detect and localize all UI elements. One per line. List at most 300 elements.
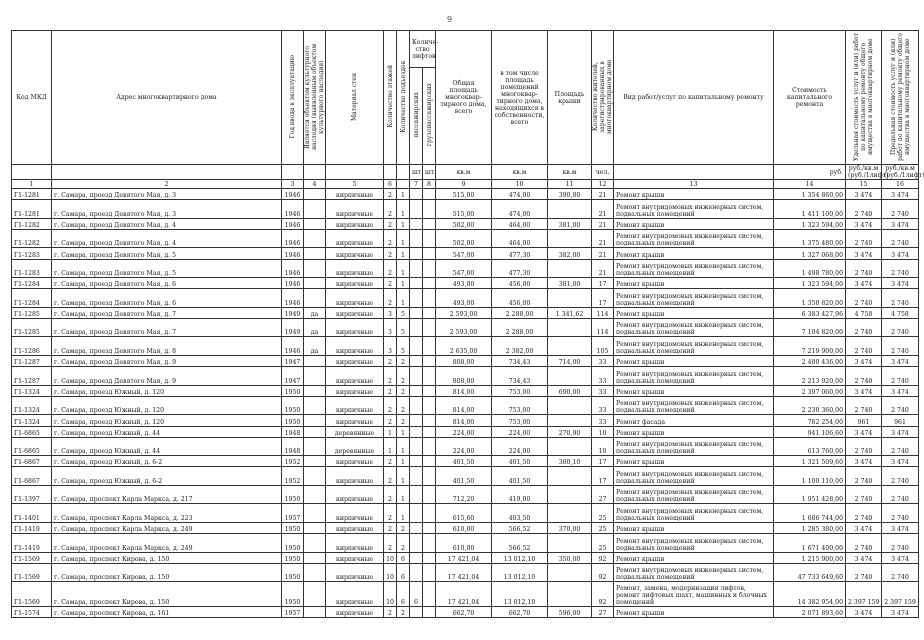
entrances-cell: 2	[397, 385, 410, 396]
work-type-cell: Ремонт внутридомовых инженерных систем, подвальных помещений	[614, 396, 774, 415]
total-area-cell: 808,00	[436, 367, 492, 386]
year-cell: 1949	[282, 318, 304, 337]
column-index: 7	[410, 180, 423, 189]
header-year: Год ввода в эксплуатацию	[282, 31, 304, 165]
unit-cell	[52, 165, 282, 180]
header-cost: Стоимость капитального ремонта	[774, 31, 846, 165]
entrances-cell: 1	[397, 189, 410, 200]
mkd-code-cell: Г1-1284	[12, 278, 52, 289]
heritage-cell	[304, 426, 326, 437]
floors-cell: 3	[384, 337, 397, 356]
owned-area-cell: 662,70	[492, 607, 548, 618]
passenger-lifts-cell	[410, 522, 423, 533]
passenger-lifts-cell	[410, 278, 423, 289]
header-owned-area: в том числе площадь помещений многоквар-тирного дома, находящихся в собственности, всего	[492, 31, 548, 165]
table-row	[12, 563, 919, 582]
table-row	[12, 355, 919, 366]
wall-material-cell: кирпичные	[326, 396, 384, 415]
entrances-cell: 2	[397, 367, 410, 386]
column-index: 4	[304, 180, 326, 189]
roof-area-cell: 1 341,62	[548, 307, 592, 318]
heritage-cell	[304, 189, 326, 200]
owned-area-cell: 566,52	[492, 534, 548, 553]
passenger-lifts-cell	[410, 607, 423, 618]
residents-cell: 17	[592, 278, 614, 289]
total-area-cell: 610,00	[436, 522, 492, 533]
table-row	[12, 318, 919, 337]
owned-area-cell: 224,00	[492, 426, 548, 437]
freight-lifts-cell	[423, 318, 436, 337]
passenger-lifts-cell	[410, 467, 423, 486]
roof-area-cell	[548, 259, 592, 278]
unit-cell	[614, 165, 774, 180]
total-area-cell: 493,00	[436, 278, 492, 289]
unit-lifts-passenger: шт.	[410, 165, 423, 180]
entrances-cell: 1	[397, 229, 410, 248]
residents-cell: 21	[592, 259, 614, 278]
specific-cost-cell: 3 474	[846, 456, 882, 467]
roof-area-cell	[548, 563, 592, 582]
entrances-cell: 6	[397, 563, 410, 582]
residents-cell: 114	[592, 318, 614, 337]
mkd-code-cell: Г1-1419	[12, 534, 52, 553]
roof-area-cell	[548, 229, 592, 248]
owned-area-cell: 734,43	[492, 355, 548, 366]
limit-cost-cell: 3 474	[882, 426, 919, 437]
year-cell: 1950	[282, 563, 304, 582]
mkd-code-cell: Г1-6867	[12, 456, 52, 467]
freight-lifts-cell	[423, 218, 436, 229]
entrances-cell: 2	[397, 607, 410, 618]
limit-cost-cell: 2 740	[882, 367, 919, 386]
entrances-cell: 6	[397, 552, 410, 563]
residents-cell: 21	[592, 229, 614, 248]
floors-cell: 2	[384, 355, 397, 366]
address-cell: г. Самара, проезд Южный, д. 6-2	[52, 456, 282, 467]
mkd-code-cell: Г1-1324	[12, 415, 52, 426]
freight-lifts-cell	[423, 200, 436, 219]
year-cell: 1957	[282, 607, 304, 618]
mkd-code-cell: Г1-1285	[12, 307, 52, 318]
wall-material-cell: кирпичные	[326, 355, 384, 366]
roof-area-cell: 596,00	[548, 607, 592, 618]
table-row	[12, 485, 919, 504]
entrances-cell: 2	[397, 534, 410, 553]
specific-cost-cell: 3 474	[846, 426, 882, 437]
heritage-cell	[304, 278, 326, 289]
cost-cell: 1 951 428,00	[774, 485, 846, 504]
specific-cost-cell: 3 474	[846, 522, 882, 533]
year-cell: 1946	[282, 337, 304, 356]
heritage-cell: да	[304, 307, 326, 318]
owned-area-cell: 753,00	[492, 396, 548, 415]
heritage-cell	[304, 504, 326, 523]
specific-cost-cell: 2 740	[846, 437, 882, 456]
table-row	[12, 396, 919, 415]
column-index: 3	[282, 180, 304, 189]
address-cell: г. Самара, проезд Южный, д. 6-2	[52, 467, 282, 486]
mkd-code-cell: Г1-1282	[12, 229, 52, 248]
mkd-code-cell: Г1-1281	[12, 200, 52, 219]
entrances-cell: 6	[397, 582, 410, 607]
address-cell: г. Самара, проспект Кирова, д. 150	[52, 582, 282, 607]
roof-area-cell	[548, 318, 592, 337]
cost-cell: 1 686 744,00	[774, 504, 846, 523]
work-type-cell: Ремонт крыши	[614, 456, 774, 467]
work-type-cell: Ремонт крыши	[614, 189, 774, 200]
owned-area-cell: 464,00	[492, 218, 548, 229]
total-area-cell: 401,50	[436, 456, 492, 467]
address-cell: г. Самара, проезд Девятого Мая, д. 6	[52, 278, 282, 289]
specific-cost-cell: 3 474	[846, 278, 882, 289]
wall-material-cell: кирпичные	[326, 189, 384, 200]
work-type-cell: Ремонт крыши	[614, 552, 774, 563]
passenger-lifts-cell	[410, 396, 423, 415]
residents-cell: 21	[592, 200, 614, 219]
work-type-cell: Ремонт внутридомовых инженерных систем, подвальных помещений	[614, 318, 774, 337]
cost-cell: 1 323 594,00	[774, 278, 846, 289]
header-roof-area: Площадь крыши	[548, 31, 592, 165]
heritage-cell	[304, 355, 326, 366]
floors-cell: 2	[384, 289, 397, 308]
residents-cell: 21	[592, 218, 614, 229]
unit-lifts-freight: шт.	[423, 165, 436, 180]
mkd-code-cell: Г1-6865	[12, 437, 52, 456]
total-area-cell: 2 593,00	[436, 318, 492, 337]
table-row	[12, 426, 919, 437]
table-row	[12, 259, 919, 278]
floors-cell: 2	[384, 504, 397, 523]
wall-material-cell: кирпичные	[326, 552, 384, 563]
entrances-cell: 1	[397, 289, 410, 308]
specific-cost-cell: 2 740	[846, 367, 882, 386]
table-row	[12, 504, 919, 523]
year-cell: 1946	[282, 248, 304, 259]
floors-cell: 2	[384, 385, 397, 396]
address-cell: г. Самара, проезд Южный, д. 120	[52, 385, 282, 396]
roof-area-cell: 370,00	[548, 522, 592, 533]
specific-cost-cell: 2 740	[846, 337, 882, 356]
year-cell: 1946	[282, 229, 304, 248]
heritage-cell	[304, 259, 326, 278]
floors-cell: 1	[384, 426, 397, 437]
owned-area-cell: 566,52	[492, 522, 548, 533]
entrances-cell: 5	[397, 307, 410, 318]
unit-roof-area: кв.м	[548, 165, 592, 180]
limit-cost-cell: 2 740	[882, 563, 919, 582]
limit-cost-cell: 3 474	[882, 552, 919, 563]
passenger-lifts-cell	[410, 337, 423, 356]
work-type-cell: Ремонт внутридомовых инженерных систем, подвальных помещений	[614, 504, 774, 523]
limit-cost-cell: 3 474	[882, 607, 919, 618]
roof-area-cell	[548, 467, 592, 486]
residents-cell: 105	[592, 337, 614, 356]
roof-area-cell	[548, 415, 592, 426]
wall-material-cell: кирпичные	[326, 485, 384, 504]
column-index: 11	[548, 180, 592, 189]
owned-area-cell: 2 288,00	[492, 307, 548, 318]
total-area-cell: 224,00	[436, 426, 492, 437]
specific-cost-cell: 3 474	[846, 248, 882, 259]
freight-lifts-cell	[423, 367, 436, 386]
cost-cell: 2 480 436,00	[774, 355, 846, 366]
owned-area-cell: 456,00	[492, 289, 548, 308]
cost-cell: 1 285 380,00	[774, 522, 846, 533]
floors-cell: 10	[384, 552, 397, 563]
table-row	[12, 367, 919, 386]
roof-area-cell: 714,00	[548, 355, 592, 366]
cost-cell: 2 397 060,00	[774, 385, 846, 396]
wall-material-cell: кирпичные	[326, 200, 384, 219]
mkd-code-cell: Г1-1287	[12, 355, 52, 366]
limit-cost-cell: 3 474	[882, 456, 919, 467]
header-floors: Количество этажей	[384, 31, 397, 165]
floors-cell: 2	[384, 248, 397, 259]
owned-area-cell: 13 012,10	[492, 552, 548, 563]
work-type-cell: Ремонт внутридомовых инженерных систем, подвальных помещений	[614, 534, 774, 553]
mkd-code-cell: Г1-1324	[12, 396, 52, 415]
owned-area-cell: 224,00	[492, 437, 548, 456]
address-cell: г. Самара, проезд Девятого Мая, д. 6	[52, 289, 282, 308]
roof-area-cell	[548, 485, 592, 504]
address-cell: г. Самара, проспект Карла Маркса, д. 249	[52, 522, 282, 533]
limit-cost-cell: 3 474	[882, 189, 919, 200]
table-row	[12, 248, 919, 259]
entrances-cell: 1	[397, 218, 410, 229]
header-work-type: Вид работ/услуг по капитальному ремонту	[614, 31, 774, 165]
owned-area-cell: 401,50	[492, 456, 548, 467]
unit-cost: руб.	[774, 165, 846, 180]
work-type-cell: Ремонт внутридомовых инженерных систем, подвальных помещений	[614, 467, 774, 486]
heritage-cell	[304, 607, 326, 618]
total-area-cell: 547,00	[436, 248, 492, 259]
residents-cell: 21	[592, 189, 614, 200]
passenger-lifts-cell	[410, 259, 423, 278]
limit-cost-cell: 2 740	[882, 318, 919, 337]
owned-area-cell: 734,43	[492, 367, 548, 386]
limit-cost-cell: 3 474	[882, 248, 919, 259]
cost-cell: 1 375 480,00	[774, 229, 846, 248]
mkd-code-cell: Г1-1281	[12, 189, 52, 200]
specific-cost-cell: 2 740	[846, 467, 882, 486]
freight-lifts-cell	[423, 415, 436, 426]
column-index: 13	[614, 180, 774, 189]
table-row	[12, 337, 919, 356]
cost-cell: 1 321 509,60	[774, 456, 846, 467]
residents-cell: 33	[592, 355, 614, 366]
floors-cell: 2	[384, 467, 397, 486]
entrances-cell: 1	[397, 456, 410, 467]
work-type-cell: Ремонт внутридомовых инженерных систем, подвальных помещений	[614, 289, 774, 308]
total-area-cell: 662,70	[436, 607, 492, 618]
roof-area-cell: 381,00	[548, 278, 592, 289]
freight-lifts-cell	[423, 522, 436, 533]
residents-cell: 17	[592, 289, 614, 308]
freight-lifts-cell	[423, 426, 436, 437]
roof-area-cell: 380,10	[548, 456, 592, 467]
passenger-lifts-cell	[410, 200, 423, 219]
work-type-cell: Ремонт внутридомовых инженерных систем, подвальных помещений	[614, 563, 774, 582]
wall-material-cell: кирпичные	[326, 337, 384, 356]
header-residents: Количество жителей, зарегистрированных в многоквартирном доме	[592, 31, 614, 165]
residents-cell: 92	[592, 563, 614, 582]
total-area-cell: 502,00	[436, 229, 492, 248]
wall-material-cell: кирпичные	[326, 467, 384, 486]
residents-cell: 10	[592, 426, 614, 437]
heritage-cell	[304, 437, 326, 456]
owned-area-cell: 753,00	[492, 415, 548, 426]
work-type-cell: Ремонт, замена, модернизация лифтов, ремонт лифтовых шахт, машинных и блочных помещений	[614, 582, 774, 607]
year-cell: 1950	[282, 552, 304, 563]
owned-area-cell: 13 012,10	[492, 582, 548, 607]
cost-cell: 1 498 780,00	[774, 259, 846, 278]
heritage-cell	[304, 582, 326, 607]
wall-material-cell: кирпичные	[326, 259, 384, 278]
residents-cell: 33	[592, 415, 614, 426]
header-heritage: Является объектом культурного наследия (выявленным объектом культурного наследия)	[304, 31, 326, 165]
entrances-cell: 1	[397, 259, 410, 278]
year-cell: 1946	[282, 189, 304, 200]
header-total-area: Общая площадь многоквар-тирного дома, всего	[436, 31, 492, 165]
entrances-cell: 1	[397, 437, 410, 456]
entrances-cell: 1	[397, 467, 410, 486]
mkd-code-cell: Г1-1283	[12, 259, 52, 278]
year-cell: 1946	[282, 259, 304, 278]
header-entrances: Количество подъездов	[397, 31, 410, 165]
table-row	[12, 200, 919, 219]
cost-cell: 1 327 068,00	[774, 248, 846, 259]
passenger-lifts-cell	[410, 229, 423, 248]
mkd-code-cell: Г1-1324	[12, 385, 52, 396]
mkd-code-cell: Г1-1401	[12, 504, 52, 523]
wall-material-cell: деревянные	[326, 437, 384, 456]
table-row	[12, 289, 919, 308]
total-area-cell: 17 421,04	[436, 563, 492, 582]
unit-limit-cost: руб./кв.м (руб./1лифт)	[882, 165, 919, 180]
passenger-lifts-cell	[410, 355, 423, 366]
column-index: 8	[423, 180, 436, 189]
limit-cost-cell: 4 758	[882, 307, 919, 318]
work-type-cell: Ремонт внутридомовых инженерных систем, подвальных помещений	[614, 229, 774, 248]
mkd-code-cell: Г1-1569	[12, 552, 52, 563]
heritage-cell	[304, 456, 326, 467]
passenger-lifts-cell	[410, 456, 423, 467]
floors-cell: 2	[384, 278, 397, 289]
table-row	[12, 582, 919, 607]
unit-owned-area: кв.м	[492, 165, 548, 180]
year-cell: 1950	[282, 582, 304, 607]
address-cell: г. Самара, проезд Девятого Мая, д. 5	[52, 248, 282, 259]
unit-cell	[304, 165, 326, 180]
heritage-cell	[304, 200, 326, 219]
roof-area-cell	[548, 534, 592, 553]
header-code: Код МКД	[12, 31, 52, 165]
work-type-cell: Ремонт фасада	[614, 415, 774, 426]
roof-area-cell	[548, 289, 592, 308]
roof-area-cell	[548, 337, 592, 356]
total-area-cell: 610,00	[436, 534, 492, 553]
column-index: 2	[52, 180, 282, 189]
freight-lifts-cell	[423, 289, 436, 308]
freight-lifts-cell	[423, 385, 436, 396]
passenger-lifts-cell: 6	[410, 582, 423, 607]
entrances-cell: 5	[397, 318, 410, 337]
limit-cost-cell: 2 740	[882, 396, 919, 415]
address-cell: г. Самара, проезд Девятого Мая, д. 5	[52, 259, 282, 278]
total-area-cell: 814,00	[436, 415, 492, 426]
limit-cost-cell: 2 740	[882, 467, 919, 486]
owned-area-cell: 753,00	[492, 385, 548, 396]
floors-cell: 3	[384, 318, 397, 337]
specific-cost-cell: 961	[846, 415, 882, 426]
wall-material-cell: кирпичные	[326, 456, 384, 467]
limit-cost-cell: 2 740	[882, 229, 919, 248]
unit-specific-cost: руб./кв.м (руб./1лифт)	[846, 165, 882, 180]
total-area-cell: 515,00	[436, 189, 492, 200]
heritage-cell	[304, 415, 326, 426]
owned-area-cell: 456,00	[492, 278, 548, 289]
total-area-cell: 547,00	[436, 259, 492, 278]
floors-cell: 2	[384, 485, 397, 504]
specific-cost-cell: 2 740	[846, 534, 882, 553]
limit-cost-cell: 3 474	[882, 355, 919, 366]
heritage-cell	[304, 218, 326, 229]
heritage-cell	[304, 563, 326, 582]
residents-cell: 33	[592, 385, 614, 396]
freight-lifts-cell	[423, 485, 436, 504]
address-cell: г. Самара, проспект Карла Маркса, д. 217	[52, 485, 282, 504]
year-cell: 1948	[282, 437, 304, 456]
address-cell: г. Самара, проспект Кирова, д. 161	[52, 607, 282, 618]
cost-cell: 2 213 920,00	[774, 367, 846, 386]
mkd-code-cell: Г1-1284	[12, 289, 52, 308]
cost-cell: 1 354 860,00	[774, 189, 846, 200]
limit-cost-cell: 2 397 159	[882, 582, 919, 607]
owned-area-cell: 403,50	[492, 504, 548, 523]
floors-cell: 2	[384, 189, 397, 200]
passenger-lifts-cell	[410, 289, 423, 308]
address-cell: г. Самара, проезд Южный, д. 120	[52, 396, 282, 415]
specific-cost-cell: 3 474	[846, 552, 882, 563]
column-index: 16	[882, 180, 919, 189]
roof-area-cell	[548, 396, 592, 415]
wall-material-cell: кирпичные	[326, 534, 384, 553]
floors-cell: 3	[384, 307, 397, 318]
floors-cell: 2	[384, 534, 397, 553]
table-row	[12, 218, 919, 229]
table-row	[12, 607, 919, 618]
wall-material-cell: кирпичные	[326, 218, 384, 229]
unit-residents: чел.	[592, 165, 614, 180]
specific-cost-cell: 2 740	[846, 396, 882, 415]
work-type-cell: Ремонт крыши	[614, 607, 774, 618]
heritage-cell	[304, 229, 326, 248]
mkd-code-cell: Г1-1397	[12, 485, 52, 504]
residents-cell: 10	[592, 437, 614, 456]
work-type-cell: Ремонт крыши	[614, 307, 774, 318]
owned-area-cell: 2 382,00	[492, 337, 548, 356]
address-cell: г. Самара, проезд Девятого Мая, д. 7	[52, 307, 282, 318]
address-cell: г. Самара, проезд Девятого Мая, д. 3	[52, 189, 282, 200]
table-row	[12, 534, 919, 553]
heritage-cell	[304, 485, 326, 504]
floors-cell: 2	[384, 522, 397, 533]
year-cell: 1950	[282, 485, 304, 504]
header-specific-cost: Удельная стоимость услуг и (или) работ по капитальному ремонту общего имущества в многоквартирном доме	[846, 31, 882, 165]
address-cell: г. Самара, проспект Карла Маркса, д. 249	[52, 534, 282, 553]
entrances-cell: 2	[397, 396, 410, 415]
work-type-cell: Ремонт крыши	[614, 218, 774, 229]
